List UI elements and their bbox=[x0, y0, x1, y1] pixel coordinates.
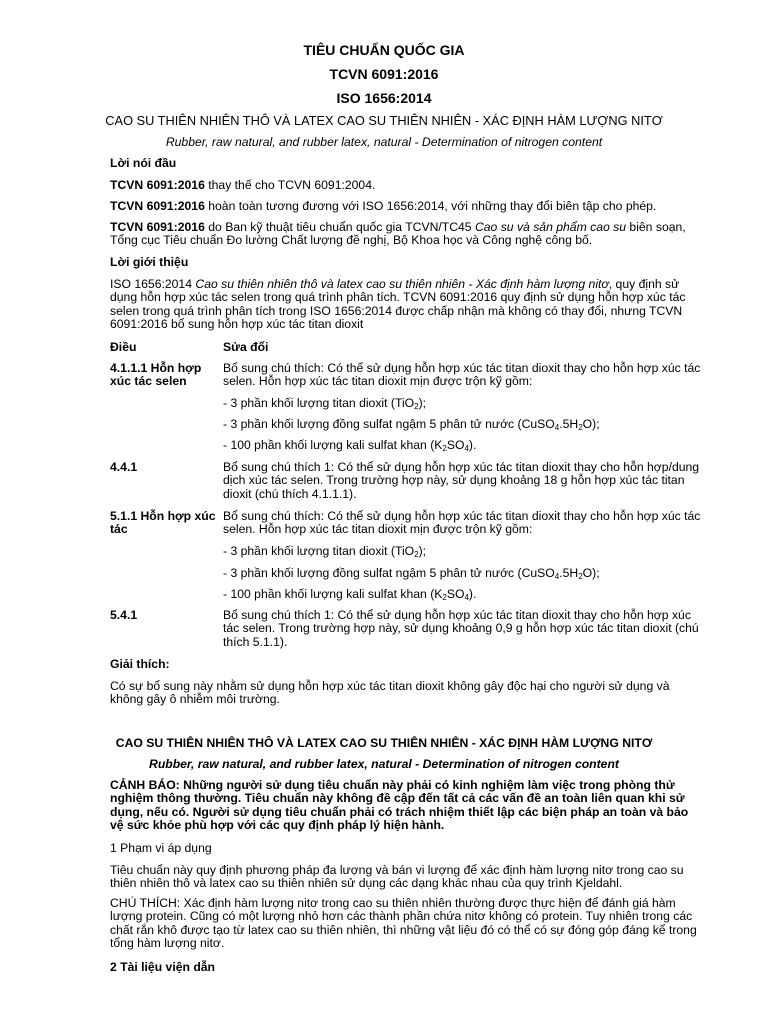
column-header-amendment: Sửa đổi bbox=[223, 340, 269, 354]
section-1-note: CHÚ THÍCH: Xác định hàm lượng nitơ trong cao su thiên nhiên thường được thực hiện để đánh giá hàm lượng protein. Cũng có một lượng nhỏ hơn các thành phần chứa nitơ không có protein. Tuy nhiên trong các chất rắn khô được tạo từ latex cao su thiên nhiên, thì những vật liệu đó có thể có sự đóng góp đáng kể trong tổng hàm lượng nitơ. bbox=[110, 896, 697, 951]
row-key-4-1-1-1: 4.1.1.1 Hỗn hợp xúc tác selen bbox=[110, 361, 202, 389]
body-title-vi: CAO SU THIÊN NHIÊN THÔ VÀ LATEX CAO SU THIÊN NHIÊN - XÁC ĐỊNH HÀM LƯỢNG NITƠ bbox=[115, 736, 653, 750]
row-key-5-4-1: 5.4.1 bbox=[110, 608, 138, 622]
row-text-4-4-1: Bổ sung chú thích 1: Có thể sử dụng hỗn hợp xúc tác titan dioxit thay cho hỗn hợp/dung dịch xúc tác selen. Trong trường hợp này, sử dụng khoảng 18 g hỗn hợp xúc tác titan dioxit (chú thích 4.1.1.1). bbox=[223, 460, 700, 501]
standard-title: TIÊU CHUẨN QUỐC GIA bbox=[303, 42, 465, 58]
subject-en: Rubber, raw natural, and rubber latex, natural - Determination of nitrogen content bbox=[165, 135, 603, 149]
foreword-paragraph-1: TCVN 6091:2016 thay thế cho TCVN 6091:2004. bbox=[110, 178, 376, 192]
row-key-5-1-1: 5.1.1 Hỗn hợp xúc tác bbox=[110, 509, 216, 537]
column-header-article: Điều bbox=[110, 340, 137, 354]
subject-vi: CAO SU THIÊN NHIÊN THÔ VÀ LATEX CAO SU THIÊN NHIÊN - XÁC ĐỊNH HÀM LƯỢNG NITƠ bbox=[105, 113, 663, 128]
warning-text: CẢNH BÁO: Những người sử dụng tiêu chuẩn này phải có kinh nghiệm làm việc trong phòng thử nghiệm thông thường. Tiêu chuẩn này không đề cập đến tất cả các vấn đề an toàn liên quan khi sử dụng, nếu có. Người sử dụng tiêu chuẩn phải có trách nhiệm thiết lập các biện pháp an toàn và bảo vệ sức khỏe phù hợp với các quy định pháp lý hiện hành. bbox=[110, 778, 689, 833]
section-1-heading: 1 Phạm vi áp dụng bbox=[110, 841, 212, 855]
intro-paragraph: ISO 1656:2014 Cao su thiên nhiên thô và latex cao su thiên nhiên - Xác định hàm lượng nitơ, quy định sử dụng hỗn hợp xúc tác selen trong quá trình phân tích. TCVN 6091:2016 quy định sử dụng hỗn hợp xúc tác selen trong quá trình phân tích trong ISO 1656:2014 được chấp nhận mà không có thay đổi, nhưng TCVN 6091:2016 bổ sung hỗn hợp xúc tác titan dioxit bbox=[110, 277, 686, 332]
row-text-5-1-1: Bổ sung chú thích: Có thể sử dụng hỗn hợp xúc tác titan dioxit thay cho hỗn hợp xúc tác selen. Hỗn hợp xúc tác titan dioxit mịn được trộn kỹ gồm: bbox=[223, 509, 701, 537]
document-page: TIÊU CHUẨN QUỐC GIA TCVN 6091:2016 ISO 1656:2014 CAO SU THIÊN NHIÊN THÔ VÀ LATEX CAO SU THIÊN NHIÊN - XÁC ĐỊNH HÀM LƯỢNG NITƠ Rubber, raw natural, and rubber latex, natural - Determination of nitrogen content Lời nói đầu TCVN 6091:2016 thay thế cho TCVN 6091:2004. TCVN 6091:2016 hoàn toàn tương đương với ISO 1656:2014, với những thay đổi biên tập cho phép. TCVN 6091:2016 do Ban kỹ thuật tiêu chuẩn quốc gia TCVN/TC45 Cao su và sản phẩm cao su biên soạn, Tổng cục Tiêu chuẩn Đo lường Chất lượng đề nghị, Bộ Khoa học và Công nghệ công bố. Lời giới thiệu ISO 1656:2014 Cao su thiên nhiên thô và latex cao su thiên nhiên - Xác định hàm lượng nitơ, quy định sử dụng hỗn hợp xúc tác selen trong quá trình phân tích. TCVN 6091:2016 quy định sử dụng hỗn hợp xúc tác selen trong quá trình phân tích trong ISO 1656:2014 được chấp nhận mà không có thay đổi, nhưng TCVN 6091:2016 bổ sung hỗn hợp xúc tác titan dioxit Điều Sửa đổi 4.1.1.1 Hỗn hợp xúc tác selen Bổ sung chú thích: Có thể sử dụng hỗn hợp xúc tác titan dioxit thay cho hỗn hợp xúc tác selen. Hỗn hợp xúc tác titan dioxit mịn được trộn kỹ gồm: - 3 phần khối lượng titan dioxit (TiO$_2$); - 3 phần khối lượng đồng sulfat ngậm 5 phân tử nước $(CuSO_4.5H_2O)$; - 100 phần khối lượng kali sulfat khan $(K_2SO_4)$. 4.4.1 Bổ sung chú thích 1: Có thể sử dụng hỗn hợp xúc tác titan dioxit thay cho hỗn hợp/dung dịch xúc tác selen. Trong trường hợp này, sử dụng khoảng 18 g hỗn hợp xúc tác titan dioxit (chú thích 4.1.1.1). 5.1.1 Hỗn hợp xúc tác Bổ sung chú thích: Có thể sử dụng hỗn hợp xúc tác titan dioxit thay cho hỗn hợp xúc tác selen. Hỗn hợp xúc tác titan dioxit mịn được trộn kỹ gồm: - 3 phần khối lượng titan dioxit (TiO$_2$); - 3 phần khối lượng đồng sulfat ngậm 5 phân tử nước $(CuSO_4.5H_2O)$; - 100 phần khối lượng kali sulfat khan $(K_2SO_4)$. 5.4.1 Bổ sung chú thích 1: Có thể sử dụng hỗn hợp xúc tác titan dioxit thay cho hỗn hợp xúc tác selen. Trong trường hợp này, sử dụng khoảng 0,9 g hỗn hợp xúc tác titan dioxit (chú thích 5.1.1). Giải thích: Có sự bổ sung này nhằm sử dụng hỗn hợp xúc tác titan dioxit không gây độc hại cho người sử dụng và không gây ô nhiễm môi trường. CAO SU THIÊN NHIÊN THÔ VÀ LATEX CAO SU THIÊN NHIÊN - XÁC ĐỊNH HÀM LƯỢNG NITƠ Rubber, raw natural, and rubber latex, natural - Determination of nitrogen content CẢNH BÁO: Những người sử dụng tiêu chuẩn này phải có kinh nghiệm làm việc trong phòng thử nghiệm thông thường. Tiêu chuẩn này không đề cập đến tất cả các vấn đề an toàn liên quan khi sử dụng, nếu có. Người sử dụng tiêu chuẩn phải có trách nhiệm thiết lập các biện pháp an toàn và bảo vệ sức khỏe phù hợp với các quy định pháp lý hiện hành. 1 Phạm vi áp dụng Tiêu chuẩn này quy định phương pháp đa lượng và bán vi lượng để xác định hàm lượng nitơ trong cao su thiên nhiên thô và latex cao su thiên nhiên sử dụng các dạng khác nhau của quy trình Kjeldahl. CHÚ THÍCH: Xác định hàm lượng nitơ trong cao su thiên nhiên thường được thực hiện để đánh giá hàm lượng protein. Cũng có một lượng nhỏ hơn các thành phần chứa nitơ không có protein. Tuy nhiên trong các chất rắn khô được tạo từ latex cao su thiên nhiên, thì những vật liệu đó có thể có sự đóng góp đáng kể trong tổng hàm lượng nitơ. 2 Tài liệu viện dẫn bbox=[0, 0, 768, 1024]
explanation-text: Có sự bổ sung này nhằm sử dụng hỗn hợp xúc tác titan dioxit không gây độc hại cho người sử dụng và không gây ô nhiễm môi trường. bbox=[110, 679, 670, 707]
section-1-text: Tiêu chuẩn này quy định phương pháp đa lượng và bán vi lượng để xác định hàm lượng nitơ trong cao su thiên nhiên thô và latex cao su thiên nhiên sử dụng các dạng khác nhau của quy trình Kjeldahl. bbox=[110, 863, 684, 891]
body-title-en: Rubber, raw natural, and rubber latex, natural - Determination of nitrogen content bbox=[149, 757, 619, 771]
explanation-heading: Giải thích: bbox=[110, 657, 170, 671]
row-key-4-4-1: 4.4.1 bbox=[110, 460, 138, 474]
row-text-5-4-1: Bổ sung chú thích 1: Có thể sử dụng hỗn hợp xúc tác titan dioxit thay cho hỗn hợp xúc tác selen. Trong trường hợp này, sử dụng khoảng 0,9 g hỗn hợp xúc tác titan dioxit (chú thích 5.1.1). bbox=[223, 608, 699, 649]
foreword-heading: Lời nói đầu bbox=[110, 156, 177, 170]
intro-heading: Lời giới thiệu bbox=[110, 255, 189, 269]
foreword-paragraph-3: TCVN 6091:2016 do Ban kỹ thuật tiêu chuẩn quốc gia TCVN/TC45 Cao su và sản phẩm cao su biên soạn, Tổng cục Tiêu chuẩn Đo lường Chất lượng đề nghị, Bộ Khoa học và Công nghệ công bố. bbox=[110, 220, 686, 248]
standard-code: TCVN 6091:2016 bbox=[329, 66, 439, 82]
iso-code: ISO 1656:2014 bbox=[336, 90, 432, 106]
foreword-paragraph-2: TCVN 6091:2016 hoàn toàn tương đương với ISO 1656:2014, với những thay đổi biên tập cho phép. bbox=[110, 199, 657, 213]
section-2-heading: 2 Tài liệu viện dẫn bbox=[110, 960, 215, 974]
row-text-4-1-1-1: Bổ sung chú thích: Có thể sử dụng hỗn hợp xúc tác titan dioxit thay cho hỗn hợp xúc tác selen. Hỗn hợp xúc tác titan dioxit mịn được trộn kỹ gồm: bbox=[223, 361, 701, 389]
